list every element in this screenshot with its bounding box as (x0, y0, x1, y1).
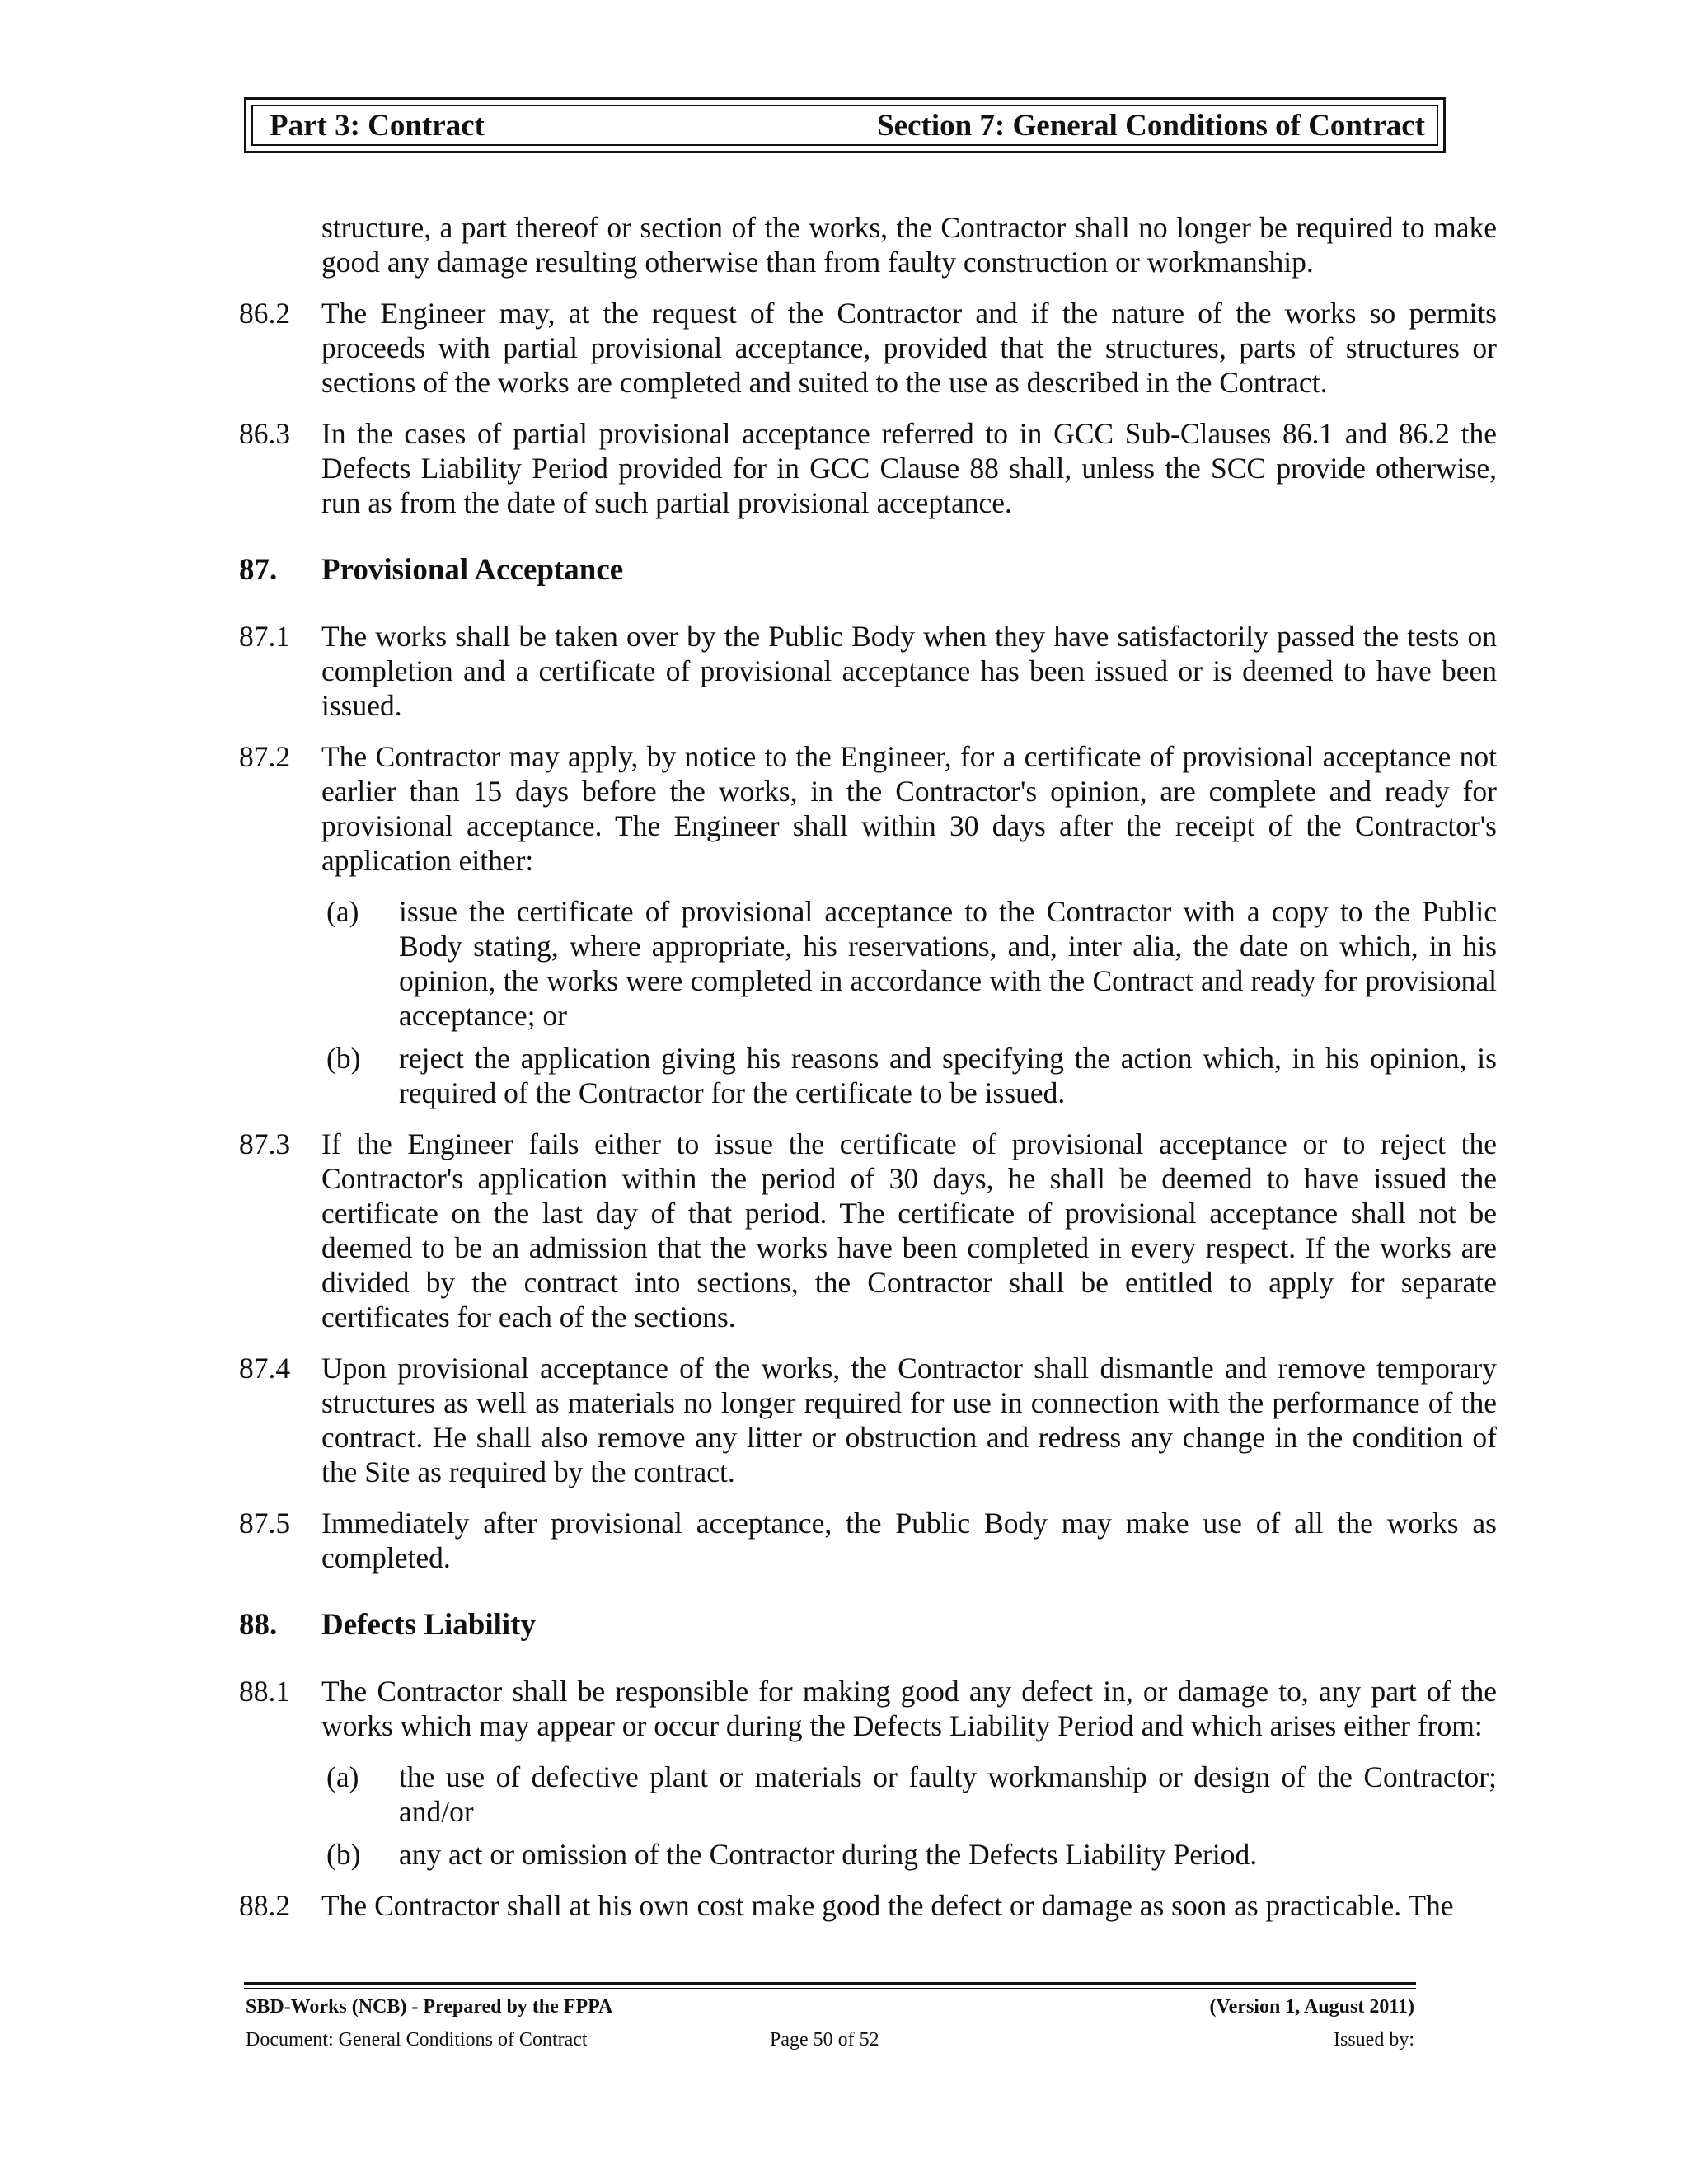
header-part-title: Part 3: Contract (270, 108, 485, 143)
clause-text: The Engineer may, at the request of the Contractor and if the nature of the works so permits proceeds with partial provisional acceptance, provided that the structures, parts of structures or sections of the works are completed and suited to the use as described in the Contract. (321, 297, 1497, 399)
page-header-inner (251, 105, 1438, 146)
section-heading-87 (239, 553, 1497, 588)
clause-number: 87.4 (239, 1352, 291, 1385)
clause-text: The Contractor may apply, by notice to the Engineer, for a certificate of provisional acceptance not earlier than 15 days before the works, in the Contractor's opinion, are complete and ready for provisional acceptance. The Engineer shall within 30 days after the receipt of the Contractor's application either: (321, 740, 1497, 877)
page-header (244, 97, 1446, 153)
document-body (239, 210, 1497, 1939)
item-label: (a) (326, 895, 359, 928)
footer-row-bottom (246, 2029, 1414, 2051)
footer-page-number: Page 50 of 52 (770, 2029, 879, 2050)
clause-88-2 (239, 1888, 1497, 1923)
clause-87-4 (239, 1351, 1497, 1489)
clause-87-2-item-b (239, 1041, 1497, 1110)
item-label: (b) (326, 1838, 361, 1871)
clause-number: 87.5 (239, 1507, 291, 1540)
clause-87-2-item-a (239, 894, 1497, 1033)
item-label: (b) (326, 1042, 361, 1075)
clause-number: 86.3 (239, 417, 291, 450)
footer-document-name: Document: General Conditions of Contract (246, 2029, 588, 2050)
heading-title: Provisional Acceptance (321, 553, 624, 587)
footer-version: (Version 1, August 2011) (1209, 1996, 1414, 2018)
clause-text: In the cases of partial provisional acceptance referred to in GCC Sub-Clauses 86.1 and 86.2 the Defects Liability Period provided for in GCC Clause 88 shall, unless the SCC provide otherwise, run as from the date of such partial provisional acceptance. (321, 417, 1497, 519)
item-text: any act or omission of the Contractor during the Defects Liability Period. (399, 1838, 1258, 1871)
clause-text: Upon provisional acceptance of the works, the Contractor shall dismantle and remove temporary structures as well as materials no longer required for use in connection with the performance of the contract. He shall also remove any litter or obstruction and redress any change in the condition of the Site as required by the contract. (321, 1352, 1497, 1488)
footer-issued-by: Issued by: (1334, 2029, 1414, 2050)
clause-text: The Contractor shall at his own cost make good the defect or damage as soon as practicable. The (321, 1889, 1454, 1922)
item-text: the use of defective plant or materials or faulty workmanship or design of the Contractor; and/or (399, 1760, 1497, 1828)
clause-87-1 (239, 619, 1497, 723)
clause-number: 88.2 (239, 1889, 291, 1922)
clause-87-2 (239, 739, 1497, 878)
heading-title: Defects Liability (321, 1608, 536, 1642)
clause-number: 86.2 (239, 297, 291, 330)
item-text: reject the application giving his reasons and specifying the action which, in his opinion, is required of the Contractor for the certificate to be issued. (399, 1042, 1497, 1109)
continuation-paragraph: structure, a part thereof or section of the works, the Contractor shall no longer be required to make good any damage resulting otherwise than from faulty construction or workmanship. (321, 211, 1497, 279)
item-label: (a) (326, 1760, 359, 1793)
clause-87-3 (239, 1127, 1497, 1334)
clause-88-1-item-b (239, 1837, 1497, 1872)
clause-text: The Contractor shall be responsible for making good any defect in, or damage to, any part of the works which may appear or occur during the Defects Liability Period and which arises either from: (321, 1675, 1497, 1742)
heading-number: 88. (239, 1608, 278, 1642)
clause-86-2 (239, 296, 1497, 400)
header-section-title: Section 7: General Conditions of Contract (877, 108, 1425, 143)
clause-number: 88.1 (239, 1675, 291, 1708)
heading-number: 87. (239, 553, 278, 587)
clause-number: 87.2 (239, 740, 291, 773)
clause-number: 87.1 (239, 620, 291, 653)
footer-row-top (246, 1996, 1414, 2018)
clause-number: 87.3 (239, 1127, 291, 1160)
clause-text: If the Engineer fails either to issue the certificate of provisional acceptance or to reject the Contractor's application within the period of 30 days, he shall be deemed to have issued the certificate on the last day of that period. The certificate of provisional acceptance shall not be deemed to be an admission that the works have been completed in every respect. If the works are divided by the contract into sections, the Contractor shall be entitled to apply for separate certificates for each of the sections. (321, 1127, 1497, 1333)
clause-87-5 (239, 1506, 1497, 1575)
footer-rule-thin (244, 1988, 1416, 1989)
footer-prepared-by: SBD-Works (NCB) - Prepared by the FPPA (246, 1996, 613, 2018)
clause-88-1-item-a (239, 1760, 1497, 1829)
clause-text: Immediately after provisional acceptance, the Public Body may make use of all the works as completed. (321, 1507, 1497, 1574)
clause-88-1 (239, 1674, 1497, 1743)
item-text: issue the certificate of provisional acceptance to the Contractor with a copy to the Public Body stating, where appropriate, his reservations, and, inter alia, the date on which, in his opinion, the works were completed in accordance with the Contract and ready for provisional acceptance; or (399, 895, 1497, 1032)
footer-rule-thick (244, 1982, 1416, 1985)
section-heading-88 (239, 1608, 1497, 1643)
clause-text: The works shall be taken over by the Public Body when they have satisfactorily passed the tests on completion and a certificate of provisional acceptance has been issued or is deemed to have been issued. (321, 620, 1497, 722)
clause-86-3 (239, 416, 1497, 520)
